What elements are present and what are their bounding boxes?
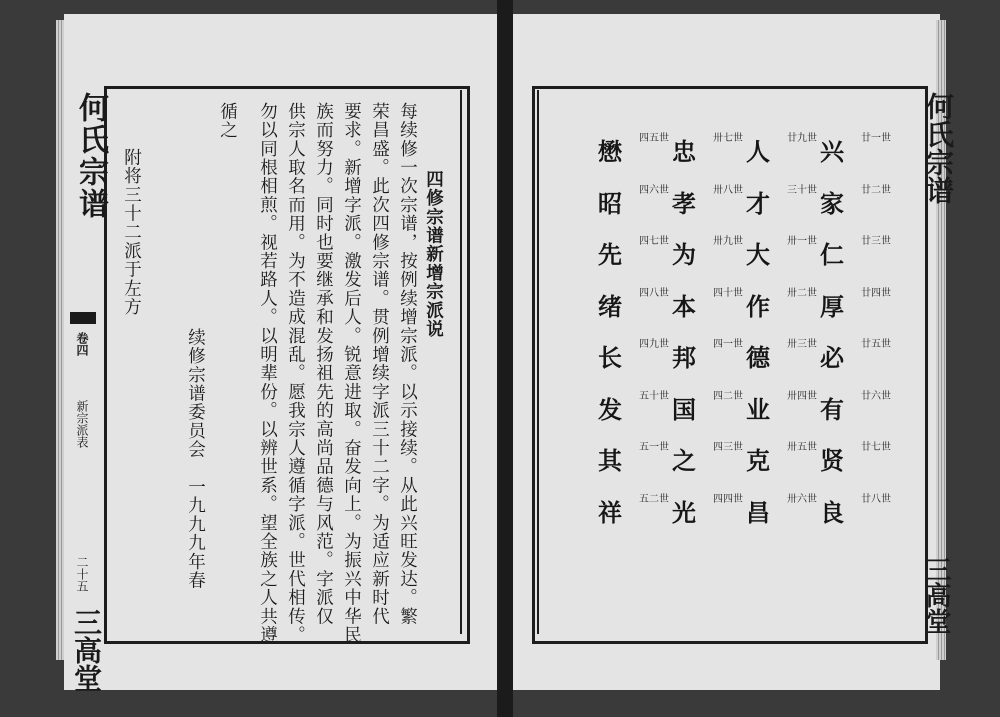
right-margin-strip (918, 86, 955, 638)
generation-label: 卅三世 (787, 339, 817, 350)
left-margin-strip (66, 86, 108, 692)
generation-label: 廿二世 (861, 184, 891, 196)
generation-label: 卅六世 (787, 493, 817, 505)
generation-label: 卅一世 (787, 236, 817, 247)
generation-char: 其 (598, 446, 622, 475)
generation-label: 五二世 (639, 493, 669, 505)
generation-char: 忠 (672, 137, 696, 166)
generation-label: 五十世 (639, 390, 669, 402)
generation-label: 卅二世 (787, 287, 817, 299)
page-number: 二十五 (75, 556, 89, 592)
generation-char: 昌 (746, 497, 770, 527)
generation-char: 贤 (820, 446, 844, 475)
generation-char: 绪 (598, 291, 622, 321)
generation-char: 人 (746, 137, 770, 166)
generation-char: 昭 (598, 188, 622, 218)
book-title-right: 何氏宗谱 (922, 92, 955, 204)
generation-char: 先 (598, 240, 622, 269)
generation-char: 兴 (820, 137, 844, 166)
generation-char: 国 (672, 394, 696, 424)
generation-char: 光 (672, 497, 696, 527)
body-line: 供宗人取名而用。为不造成混乱。愿我宗人遵循字派。世代相传。 (285, 102, 306, 645)
fishtail-mark (70, 312, 96, 324)
generation-label: 廿一世 (861, 133, 891, 144)
generation-char: 作 (746, 291, 770, 321)
generation-label: 廿九世 (787, 133, 817, 144)
generation-char: 之 (672, 446, 696, 475)
book-title: 何氏宗谱 (73, 92, 108, 220)
hall-name: 三高堂 (70, 608, 103, 692)
generation-label: 四二世 (713, 390, 743, 402)
generation-char: 发 (598, 394, 622, 424)
generation-label: 三十世 (787, 184, 817, 196)
generation-label: 四三世 (713, 442, 743, 453)
generation-char: 厚 (820, 291, 844, 321)
generation-label: 廿三世 (861, 236, 891, 247)
generation-char: 家 (820, 188, 844, 218)
generation-char: 为 (672, 240, 696, 269)
generation-label: 卅四世 (787, 390, 817, 402)
generation-label: 廿八世 (861, 493, 891, 505)
generation-char: 业 (746, 394, 770, 424)
generation-label: 四四世 (713, 493, 743, 505)
volume-label: 卷四 (75, 332, 89, 356)
generation-label: 廿七世 (861, 442, 891, 453)
generation-char: 本 (672, 291, 696, 321)
generation-label: 卅八世 (713, 184, 743, 196)
generation-label: 廿六世 (861, 390, 891, 402)
generation-char: 邦 (672, 343, 696, 372)
body-line: 荣昌盛。此次四修宗谱。贯例增续字派三十二字。为适应新时代 (369, 102, 390, 626)
generation-label: 四十世 (713, 287, 743, 299)
generation-label: 四五世 (639, 133, 669, 144)
right-inner-rule (537, 90, 539, 634)
hall-name-right: 三高堂 (921, 556, 951, 634)
body-line: 每续修一次宗谱，按例续增宗派。以示接续。从此兴旺发达。繁 (397, 102, 418, 626)
generation-char: 良 (820, 497, 844, 527)
generation-label: 卅五世 (787, 442, 817, 453)
body-line: 勿以同根相煎。视若路人。以明辈份。以辨世系。望全族之人共遵 (257, 102, 278, 645)
generation-label: 廿五世 (861, 339, 891, 350)
generation-label: 四九世 (639, 339, 669, 350)
generation-label: 卅七世 (713, 133, 743, 144)
generation-char: 必 (820, 343, 844, 372)
body-line: 族而努力。同时也要继承和发扬祖先的高尚品德与风范。字派仅 (313, 102, 334, 626)
generation-label: 四六世 (639, 184, 669, 196)
heading: 四修宗谱新增宗派说 (423, 170, 444, 339)
generation-label: 卅九世 (713, 236, 743, 247)
generation-char: 克 (746, 446, 770, 475)
section-label: 新宗派表 (75, 400, 89, 448)
signature: 续修宗谱委员会 一九九九年春 (185, 328, 206, 590)
generation-label: 廿四世 (861, 287, 891, 299)
generation-char: 有 (820, 394, 844, 424)
generation-char: 德 (746, 343, 770, 372)
book-spine (497, 0, 513, 717)
generation-label: 五一世 (639, 442, 669, 453)
body-line: 循之 (217, 102, 238, 140)
generation-char: 祥 (598, 497, 622, 527)
generation-label: 四八世 (639, 287, 669, 299)
appendix-note: 附将三十二派于左方 (121, 148, 142, 317)
left-inner-rule (460, 90, 462, 634)
body-line: 要求。新增字派。激发后人。锐意进取。奋发向上。为振兴中华民 (341, 102, 362, 645)
generation-label: 四一世 (713, 339, 743, 350)
generation-char: 长 (598, 343, 622, 372)
generation-char: 仁 (820, 240, 844, 269)
generation-label: 四七世 (639, 236, 669, 247)
generation-char: 大 (746, 240, 770, 269)
generation-char: 孝 (672, 188, 696, 218)
generation-char: 才 (746, 188, 770, 218)
generation-char: 懋 (598, 137, 622, 166)
